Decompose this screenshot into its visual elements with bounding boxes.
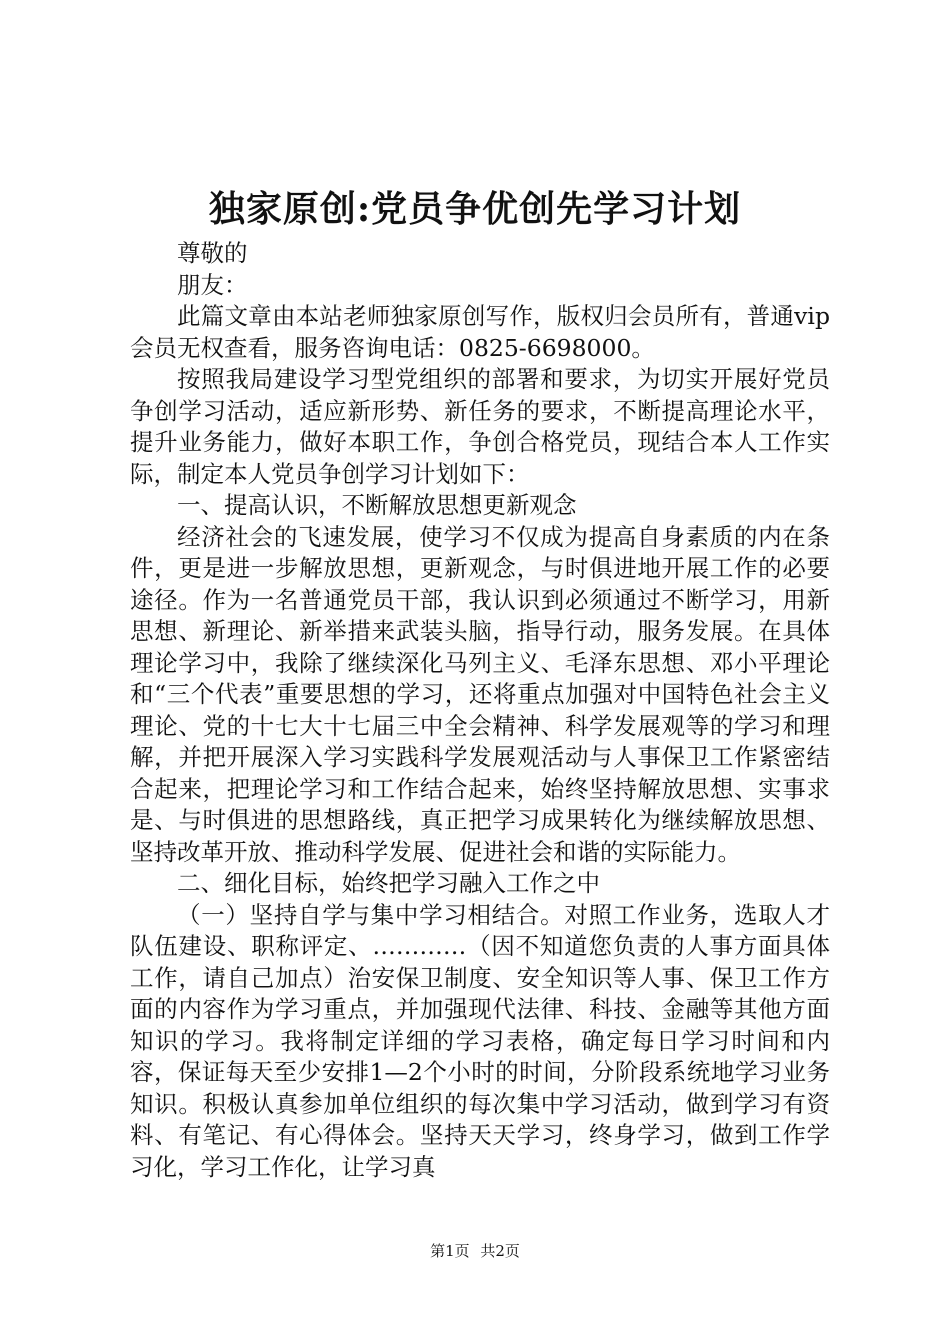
- page-number: 第1页: [430, 1242, 470, 1260]
- salutation-line-2: 朋友：: [177, 270, 248, 299]
- document-body: [130, 238, 830, 1183]
- salutation-line-1: 尊敬的: [177, 239, 248, 267]
- page-footer: [0, 1240, 950, 1262]
- section-heading-2: 二、细化目标，始终把学习融入工作之中: [177, 869, 600, 897]
- section-heading-1: 一、提高认识，不断解放思想更新观念: [177, 491, 577, 519]
- section-2-paragraph: （一）坚持自学与集中学习相结合。对照工作业务，选取人才队伍建设、职称评定、…………（因不知道您负责的人事方面具体工作，请自己加点）治安保卫制度、安全知识等人事、保卫工作方面的内容作为学习重点，并加强现代法律、科技、金融等其他方面知识的学习。我将制定详细的学习表格，确定每日学习时间和内容，保证每天至少安排1—2个小时的时间，分阶段系统地学习业务知识。积极认真参加单位组织的每次集中学习活动，做到学习有资料、有笔记、有心得体会。坚持天天学习，终身学习，做到工作学习化，学习工作化，让学习真: [130, 900, 830, 1181]
- section-1-paragraph: 经济社会的飞速发展，使学习不仅成为提高自身素质的内在条件，更是进一步解放思想，更新观念，与时俱进地开展工作的必要途径。作为一名普通党员干部，我认识到必须通过不断学习，用新思想、新理论、新举措来武装头脑，指导行动，服务发展。在具体理论学习中，我除了继续深化马列主义、毛泽东思想、邓小平理论和“三个代表”重要思想的学习，还将重点加强对中国特色社会主义理论、党的十七大十七届三中全会精神、科学发展观等的学习和理解，并把开展深入学习实践科学发展观活动与人事保卫工作紧密结合起来，把理论学习和工作结合起来，始终坚持解放思想、实事求是、与时俱进的思想路线，真正把学习成果转化为继续解放思想、坚持改革开放、推动科学发展、促进社会和谐的实际能力。: [130, 522, 830, 866]
- intro-paragraph: 按照我局建设学习型党组织的部署和要求，为切实开展好党员争创学习活动，适应新形势、新任务的要求，不断提高理论水平，提升业务能力，做好本职工作，争创合格党员，现结合本人工作实际，制定本人党员争创学习计划如下：: [130, 365, 830, 488]
- document-title: 独家原创:党员争优创先学习计划: [208, 188, 742, 230]
- page-total: 共2页: [480, 1242, 520, 1260]
- copyright-notice-paragraph: 此篇文章由本站老师独家原创写作，版权归会员所有，普通vip会员无权查看，服务咨询电话：0825-6698000。: [130, 302, 830, 362]
